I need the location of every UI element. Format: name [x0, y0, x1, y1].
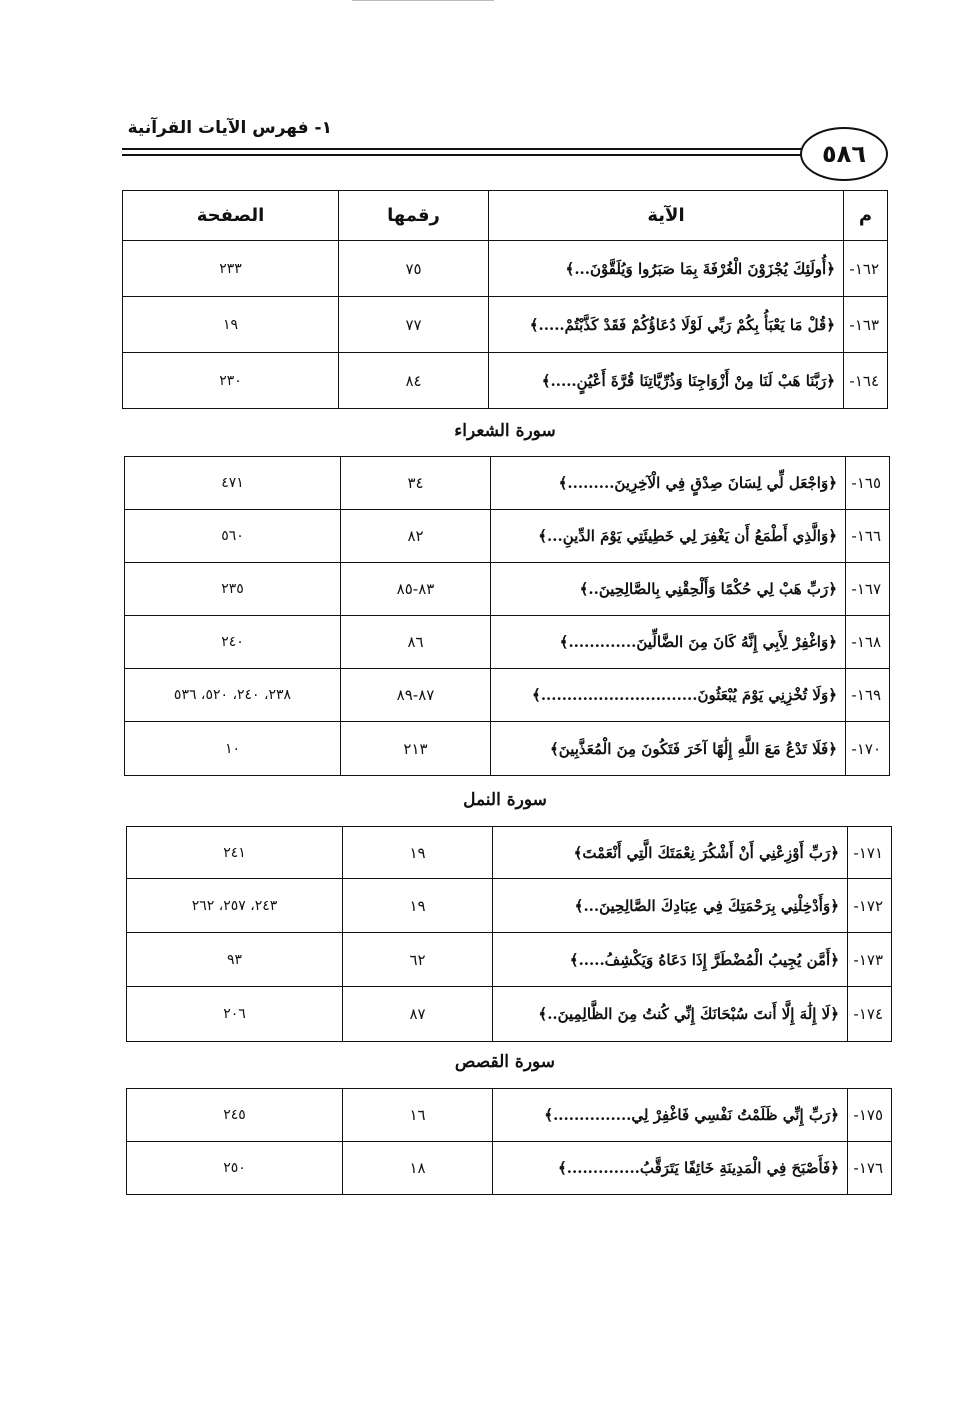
row-number: ٨٤ — [339, 353, 489, 409]
row-page: ٢٤٠ — [125, 616, 341, 669]
row-index: ١٧١- — [848, 827, 892, 879]
row-index: ١٧٣- — [848, 933, 892, 987]
table-row — [127, 827, 892, 879]
row-verse: ﴿أَمَّن يُجِيبُ الْمُضْطَرَّ إِذَا دَعَاهُ وَيَكْشِفُ.....﴾ — [493, 933, 848, 987]
row-number: ٣٤ — [341, 457, 491, 510]
header-page: الصفحة — [123, 191, 339, 241]
row-page: ٢٤١ — [127, 827, 343, 879]
top-scan-rule — [352, 0, 494, 1]
table-row — [127, 933, 892, 987]
table-row — [127, 1142, 892, 1195]
row-index: ١٦٢- — [844, 241, 888, 297]
verse-table-furqan — [122, 190, 888, 409]
row-page: ٢٣٥ — [125, 563, 341, 616]
table-row — [125, 722, 890, 776]
page-number-badge: ٥٨٦ — [800, 127, 888, 181]
row-verse: ﴿لَا إِلَٰهَ إِلَّا أَنتَ سُبْحَانَكَ إِنِّي كُنتُ مِنَ الظَّالِمِينَ..﴾ — [493, 987, 848, 1042]
row-verse: ﴿فَأَصْبَحَ فِي الْمَدِينَةِ خَائِفًا يَتَرَقَّبُ..............﴾ — [493, 1142, 848, 1195]
row-number: ٨٣-٨٥ — [341, 563, 491, 616]
table-row — [125, 510, 890, 563]
row-number: ١٦ — [343, 1089, 493, 1142]
row-verse: ﴿قُلْ مَا يَعْبَأُ بِكُمْ رَبِّي لَوْلَا دُعَاؤُكُمْ فَقَدْ كَذَّبْتُمْ.....﴾ — [489, 297, 844, 353]
table-row — [123, 297, 888, 353]
row-page: ١٩ — [123, 297, 339, 353]
row-number: ٨٧-٨٩ — [341, 669, 491, 722]
row-number: ١٩ — [343, 879, 493, 933]
table-row — [123, 353, 888, 409]
row-page: ٥٦٠ — [125, 510, 341, 563]
row-verse: ﴿وَاجْعَل لِّي لِسَانَ صِدْقٍ فِي الْآخِرِينَ.........﴾ — [491, 457, 846, 510]
row-verse: ﴿وَاغْفِرْ لِأَبِي إِنَّهُ كَانَ مِنَ الضَّالِّينَ.............﴾ — [491, 616, 846, 669]
table-row — [125, 616, 890, 669]
verse-table-naml — [126, 826, 892, 1042]
row-index: ١٧٠- — [846, 722, 890, 776]
row-number: ٦٢ — [343, 933, 493, 987]
row-page: ٢٤٥ — [127, 1089, 343, 1142]
header-index: م — [844, 191, 888, 241]
surah-title-qasas: سورة القصص — [454, 1052, 556, 1072]
row-number: ٨٢ — [341, 510, 491, 563]
surah-title-shuara: سورة الشعراء — [454, 421, 556, 441]
row-number: ٧٧ — [339, 297, 489, 353]
table-row — [125, 457, 890, 510]
row-index: ١٦٨- — [846, 616, 890, 669]
row-index: ١٧٦- — [848, 1142, 892, 1195]
row-number: ٢١٣ — [341, 722, 491, 776]
row-index: ١٦٤- — [844, 353, 888, 409]
row-index: ١٦٣- — [844, 297, 888, 353]
header-verse: الآية — [489, 191, 844, 241]
surah-title-naml: سورة النمل — [463, 790, 547, 810]
row-verse: ﴿وَأَدْخِلْنِي بِرَحْمَتِكَ فِي عِبَادِكَ الصَّالِحِينَ...﴾ — [493, 879, 848, 933]
header-rule-bottom — [122, 154, 808, 156]
row-number: ٧٥ — [339, 241, 489, 297]
row-verse: ﴿رَبِّ أَوْزِعْنِي أَنْ أَشْكُرَ نِعْمَتَكَ الَّتِي أَنْعَمْتَ﴾ — [493, 827, 848, 879]
row-page: ٢٠٦ — [127, 987, 343, 1042]
index-title: ١- فهرس الآيات القرآنية — [127, 118, 332, 138]
row-number: ١٨ — [343, 1142, 493, 1195]
table-header-row — [123, 191, 888, 241]
row-page: ٤٧١ — [125, 457, 341, 510]
header-rule-top — [122, 148, 808, 150]
row-verse: ﴿وَلَا تُخْزِنِي يَوْمَ يُبْعَثُونَ..............................﴾ — [491, 669, 846, 722]
row-index: ١٦٧- — [846, 563, 890, 616]
table-row — [127, 879, 892, 933]
row-page: ٢٣٨، ٢٤٠، ٥٢٠، ٥٣٦ — [125, 669, 341, 722]
table-row — [123, 241, 888, 297]
row-verse: ﴿رَبِّ إِنِّي ظَلَمْتُ نَفْسِي فَاغْفِرْ لِي...............﴾ — [493, 1089, 848, 1142]
row-number: ٨٧ — [343, 987, 493, 1042]
row-page: ٩٣ — [127, 933, 343, 987]
row-page: ٢٣٠ — [123, 353, 339, 409]
row-page: ٢٤٣، ٢٥٧، ٢٦٢ — [127, 879, 343, 933]
row-verse: ﴿رَبَّنَا هَبْ لَنَا مِنْ أَزْوَاجِنَا وَذُرِّيَّاتِنَا قُرَّةَ أَعْيُنٍ.....﴾ — [489, 353, 844, 409]
table-row — [125, 669, 890, 722]
row-verse: ﴿أُولَئِكَ يُجْزَوْنَ الْغُرْفَةَ بِمَا صَبَرُوا وَيُلَقَّوْنَ...﴾ — [489, 241, 844, 297]
row-index: ١٧٢- — [848, 879, 892, 933]
table-row — [125, 563, 890, 616]
row-page: ١٠ — [125, 722, 341, 776]
row-index: ١٦٩- — [846, 669, 890, 722]
row-verse: ﴿وَالَّذِي أَطْمَعُ أَن يَغْفِرَ لِي خَطِيئَتِي يَوْمَ الدِّينِ...﴾ — [491, 510, 846, 563]
row-page: ٢٣٣ — [123, 241, 339, 297]
table-row — [127, 1089, 892, 1142]
header-number: رقمها — [339, 191, 489, 241]
row-page: ٢٥٠ — [127, 1142, 343, 1195]
row-verse: ﴿فَلَا تَدْعُ مَعَ اللَّهِ إِلَٰهًا آخَرَ فَتَكُونَ مِنَ الْمُعَذَّبِينَ﴾ — [491, 722, 846, 776]
row-verse: ﴿رَبِّ هَبْ لِي حُكْمًا وَأَلْحِقْنِي بِالصَّالِحِينَ..﴾ — [491, 563, 846, 616]
row-number: ٨٦ — [341, 616, 491, 669]
row-index: ١٦٦- — [846, 510, 890, 563]
row-number: ١٩ — [343, 827, 493, 879]
row-index: ١٧٥- — [848, 1089, 892, 1142]
table-row — [127, 987, 892, 1042]
verse-table-shuara — [124, 456, 890, 776]
verse-table-qasas — [126, 1088, 892, 1195]
row-index: ١٧٤- — [848, 987, 892, 1042]
row-index: ١٦٥- — [846, 457, 890, 510]
